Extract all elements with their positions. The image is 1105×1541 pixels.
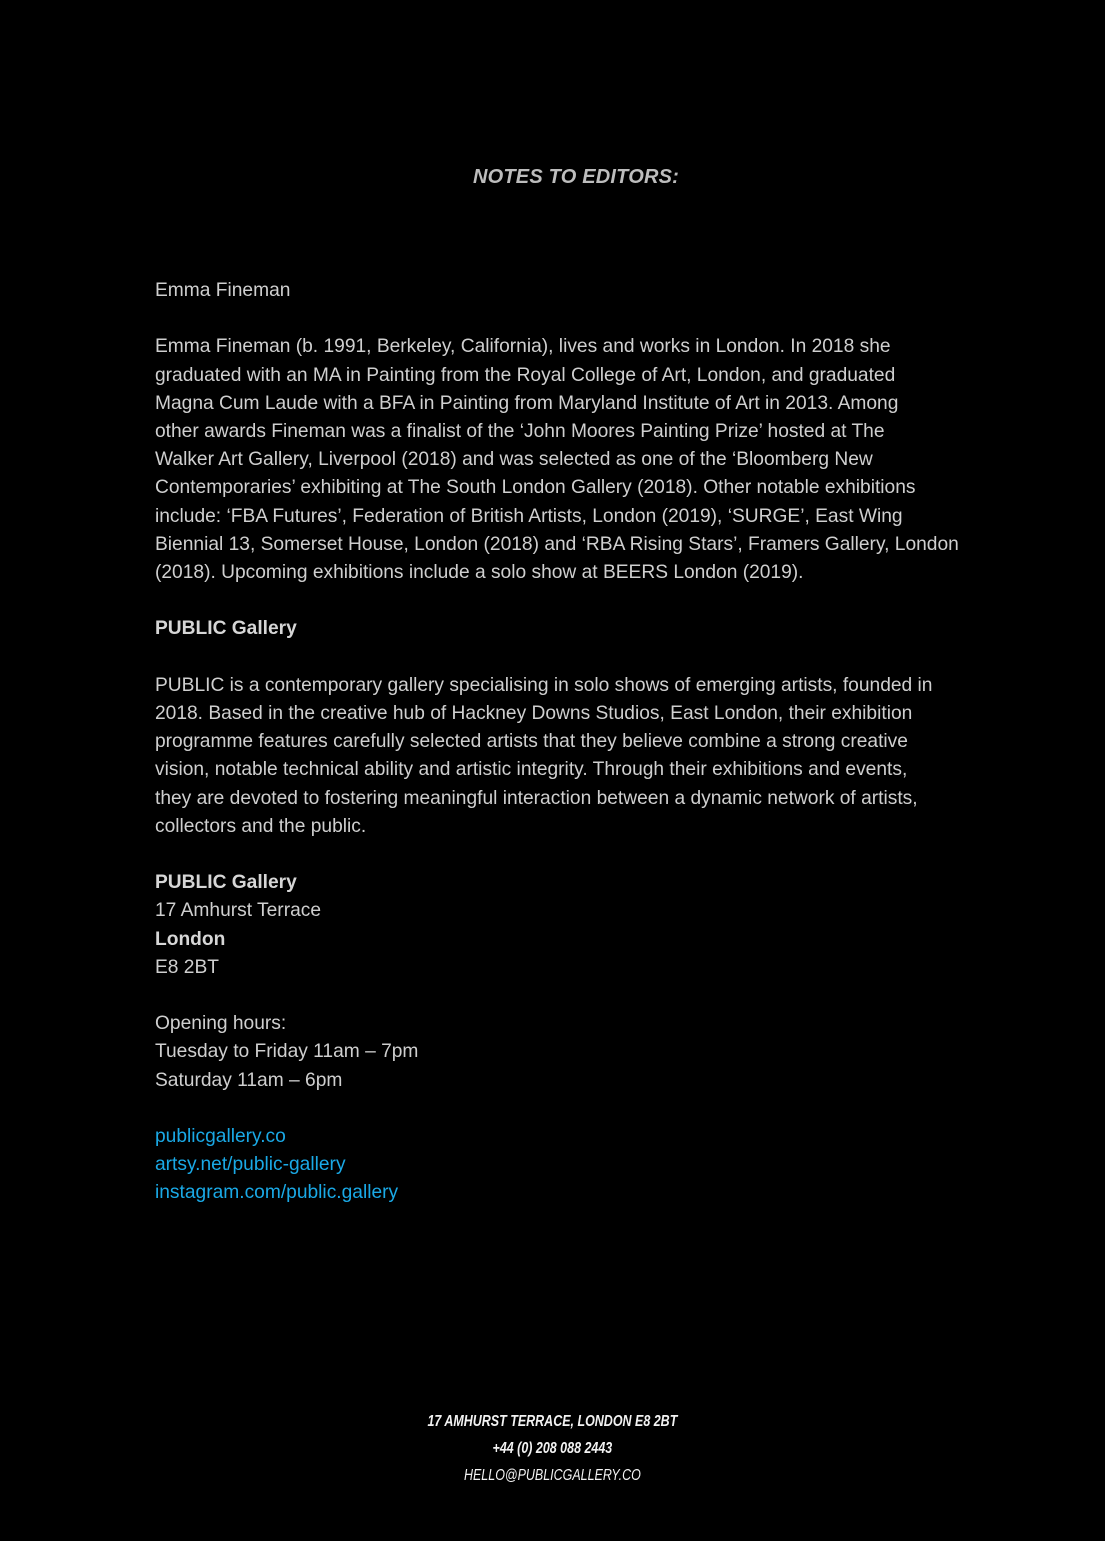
gallery-description-line: they are devoted to fostering meaningful interaction between a dynamic network of artists,: [155, 787, 918, 809]
address-city: London: [155, 928, 226, 950]
gallery-links: [155, 1123, 1005, 1208]
opening-hours-weekday: Tuesday to Friday 11am – 7pm: [155, 1041, 419, 1063]
address-street: 17 Amhurst Terrace: [155, 900, 322, 922]
artist-bio: [155, 333, 1005, 587]
instagram-link[interactable]: instagram.com/public.gallery: [155, 1182, 399, 1204]
address-postcode: E8 2BT: [155, 956, 219, 978]
artist-bio-line: other awards Fineman was a finalist of the ‘John Moores Painting Prize’ hosted at The: [155, 421, 885, 442]
address-gallery-name: PUBLIC Gallery: [155, 872, 297, 894]
artist-bio-line: include: ‘FBA Futures’, Federation of British Artists, London (2019), ‘SURGE’, East Wing: [155, 505, 903, 527]
gallery-description-line: collectors and the public.: [155, 815, 367, 837]
gallery-description: [155, 672, 1005, 841]
page-footer: [121, 1408, 983, 1489]
artist-bio-line: (2018). Upcoming exhibitions include a solo show at BEERS London (2019).: [155, 562, 804, 584]
artist-bio-line: Magna Cum Laude with a BFA in Painting from Maryland Institute of Art in 2013. Among: [155, 392, 899, 414]
opening-hours: [155, 1010, 1005, 1095]
gallery-description-line: vision, notable technical ability and artistic integrity. Through their exhibitions and events,: [155, 759, 908, 781]
artist-bio-line: Emma Fineman (b. 1991, Berkeley, California), lives and works in London. In 2018 she: [155, 336, 891, 358]
artsy-link[interactable]: artsy.net/public-gallery: [155, 1154, 346, 1176]
document-body: [155, 277, 1005, 1236]
artist-bio-line: Walker Art Gallery, Liverpool (2018) and was selected as one of the ‘Bloomberg New: [155, 449, 873, 471]
footer-phone: +44 (0) 208 088 2443: [492, 1440, 613, 1457]
artist-bio-line: Biennial 13, Somerset House, London (2018) and ‘RBA Rising Stars’, Framers Gallery, London: [155, 533, 959, 555]
artist-bio-line: Contemporaries’ exhibiting at The South London Gallery (2018). Other notable exhibitions: [155, 477, 916, 499]
notes-to-editors-heading: NOTES TO EDITORS:: [472, 166, 680, 188]
footer-address: 17 AMHURST TERRACE, LONDON E8 2BT: [427, 1413, 678, 1430]
gallery-section-title: PUBLIC Gallery: [155, 618, 297, 640]
website-link[interactable]: publicgallery.co: [155, 1126, 286, 1147]
opening-hours-saturday: Saturday 11am – 6pm: [155, 1069, 343, 1091]
gallery-description-line: 2018. Based in the creative hub of Hackney Downs Studios, East London, their exhibition: [155, 703, 913, 724]
artist-bio-line: graduated with an MA in Painting from the Royal College of Art, London, and graduated: [155, 364, 896, 386]
gallery-description-line: PUBLIC is a contemporary gallery specialising in solo shows of emerging artists, founded in: [155, 674, 933, 696]
gallery-description-line: programme features carefully selected artists that they believe combine a strong creative: [155, 731, 908, 753]
gallery-address: [155, 869, 1005, 982]
opening-hours-label: Opening hours:: [155, 1013, 287, 1035]
artist-name: Emma Fineman: [155, 280, 291, 301]
footer-email[interactable]: HELLO@PUBLICGALLERY.CO: [463, 1467, 641, 1484]
